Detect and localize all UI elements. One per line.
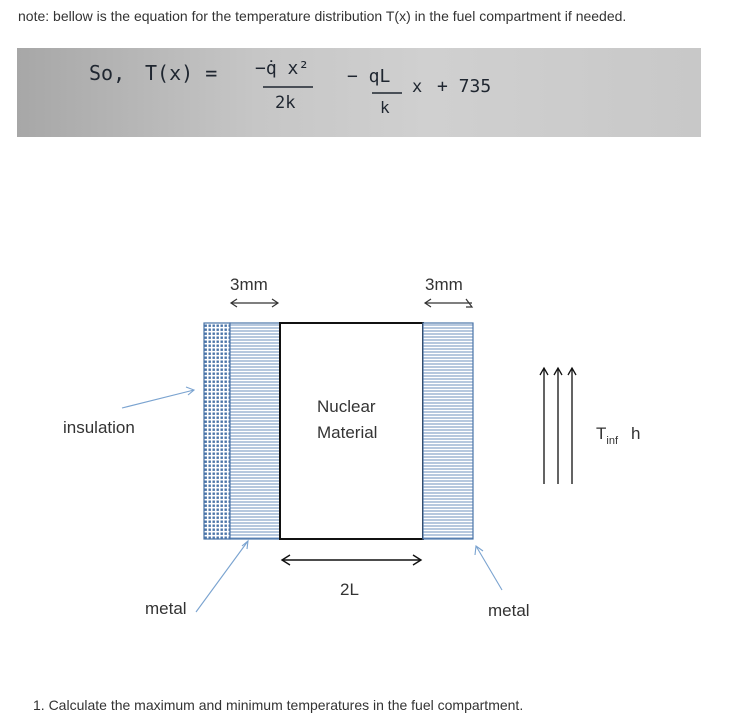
eq-term2-variable: x	[412, 77, 423, 97]
question-text: 1. Calculate the maximum and minimum temperatures in the fuel compartment.	[33, 697, 524, 713]
metal-layer-left	[230, 323, 280, 539]
nuclear-label: Nuclear	[317, 397, 376, 416]
eq-term2-denominator: k	[380, 98, 390, 117]
metal-left-label: metal	[145, 599, 187, 618]
convection-flow-arrows	[540, 368, 576, 484]
metal-layer-right	[423, 323, 473, 539]
eq-lhs: T(x) =	[145, 61, 218, 85]
h-label: h	[631, 424, 641, 443]
dim-left-arrow	[231, 299, 278, 307]
eq-term2-numerator: − qL	[347, 66, 391, 87]
note-text: note: bellow is the equation for the temperature distribution T(x) in the fuel compartment if needed.	[18, 8, 627, 24]
eq-term1-denominator: 2k	[275, 93, 296, 113]
width-arrow	[282, 555, 421, 565]
dim-right-label: 3mm	[425, 275, 463, 294]
eq-lead: So,	[89, 61, 126, 85]
metal-left-pointer-arrow	[196, 541, 248, 612]
insulation-layer	[204, 323, 230, 539]
dim-right-arrow	[425, 299, 472, 307]
t-inf-label: $T_{inf}$	[596, 424, 619, 447]
width-label: 2L	[340, 580, 359, 599]
eq-tail: + 735	[437, 76, 492, 97]
material-label: Material	[317, 423, 378, 442]
insulation-label: insulation	[63, 418, 135, 437]
metal-right-pointer-arrow	[475, 546, 502, 590]
eq-term1-numerator: −q̇ x²	[255, 58, 310, 79]
insulation-pointer-arrow	[122, 387, 194, 408]
metal-right-label: metal	[488, 601, 530, 620]
dim-left-label: 3mm	[230, 275, 268, 294]
